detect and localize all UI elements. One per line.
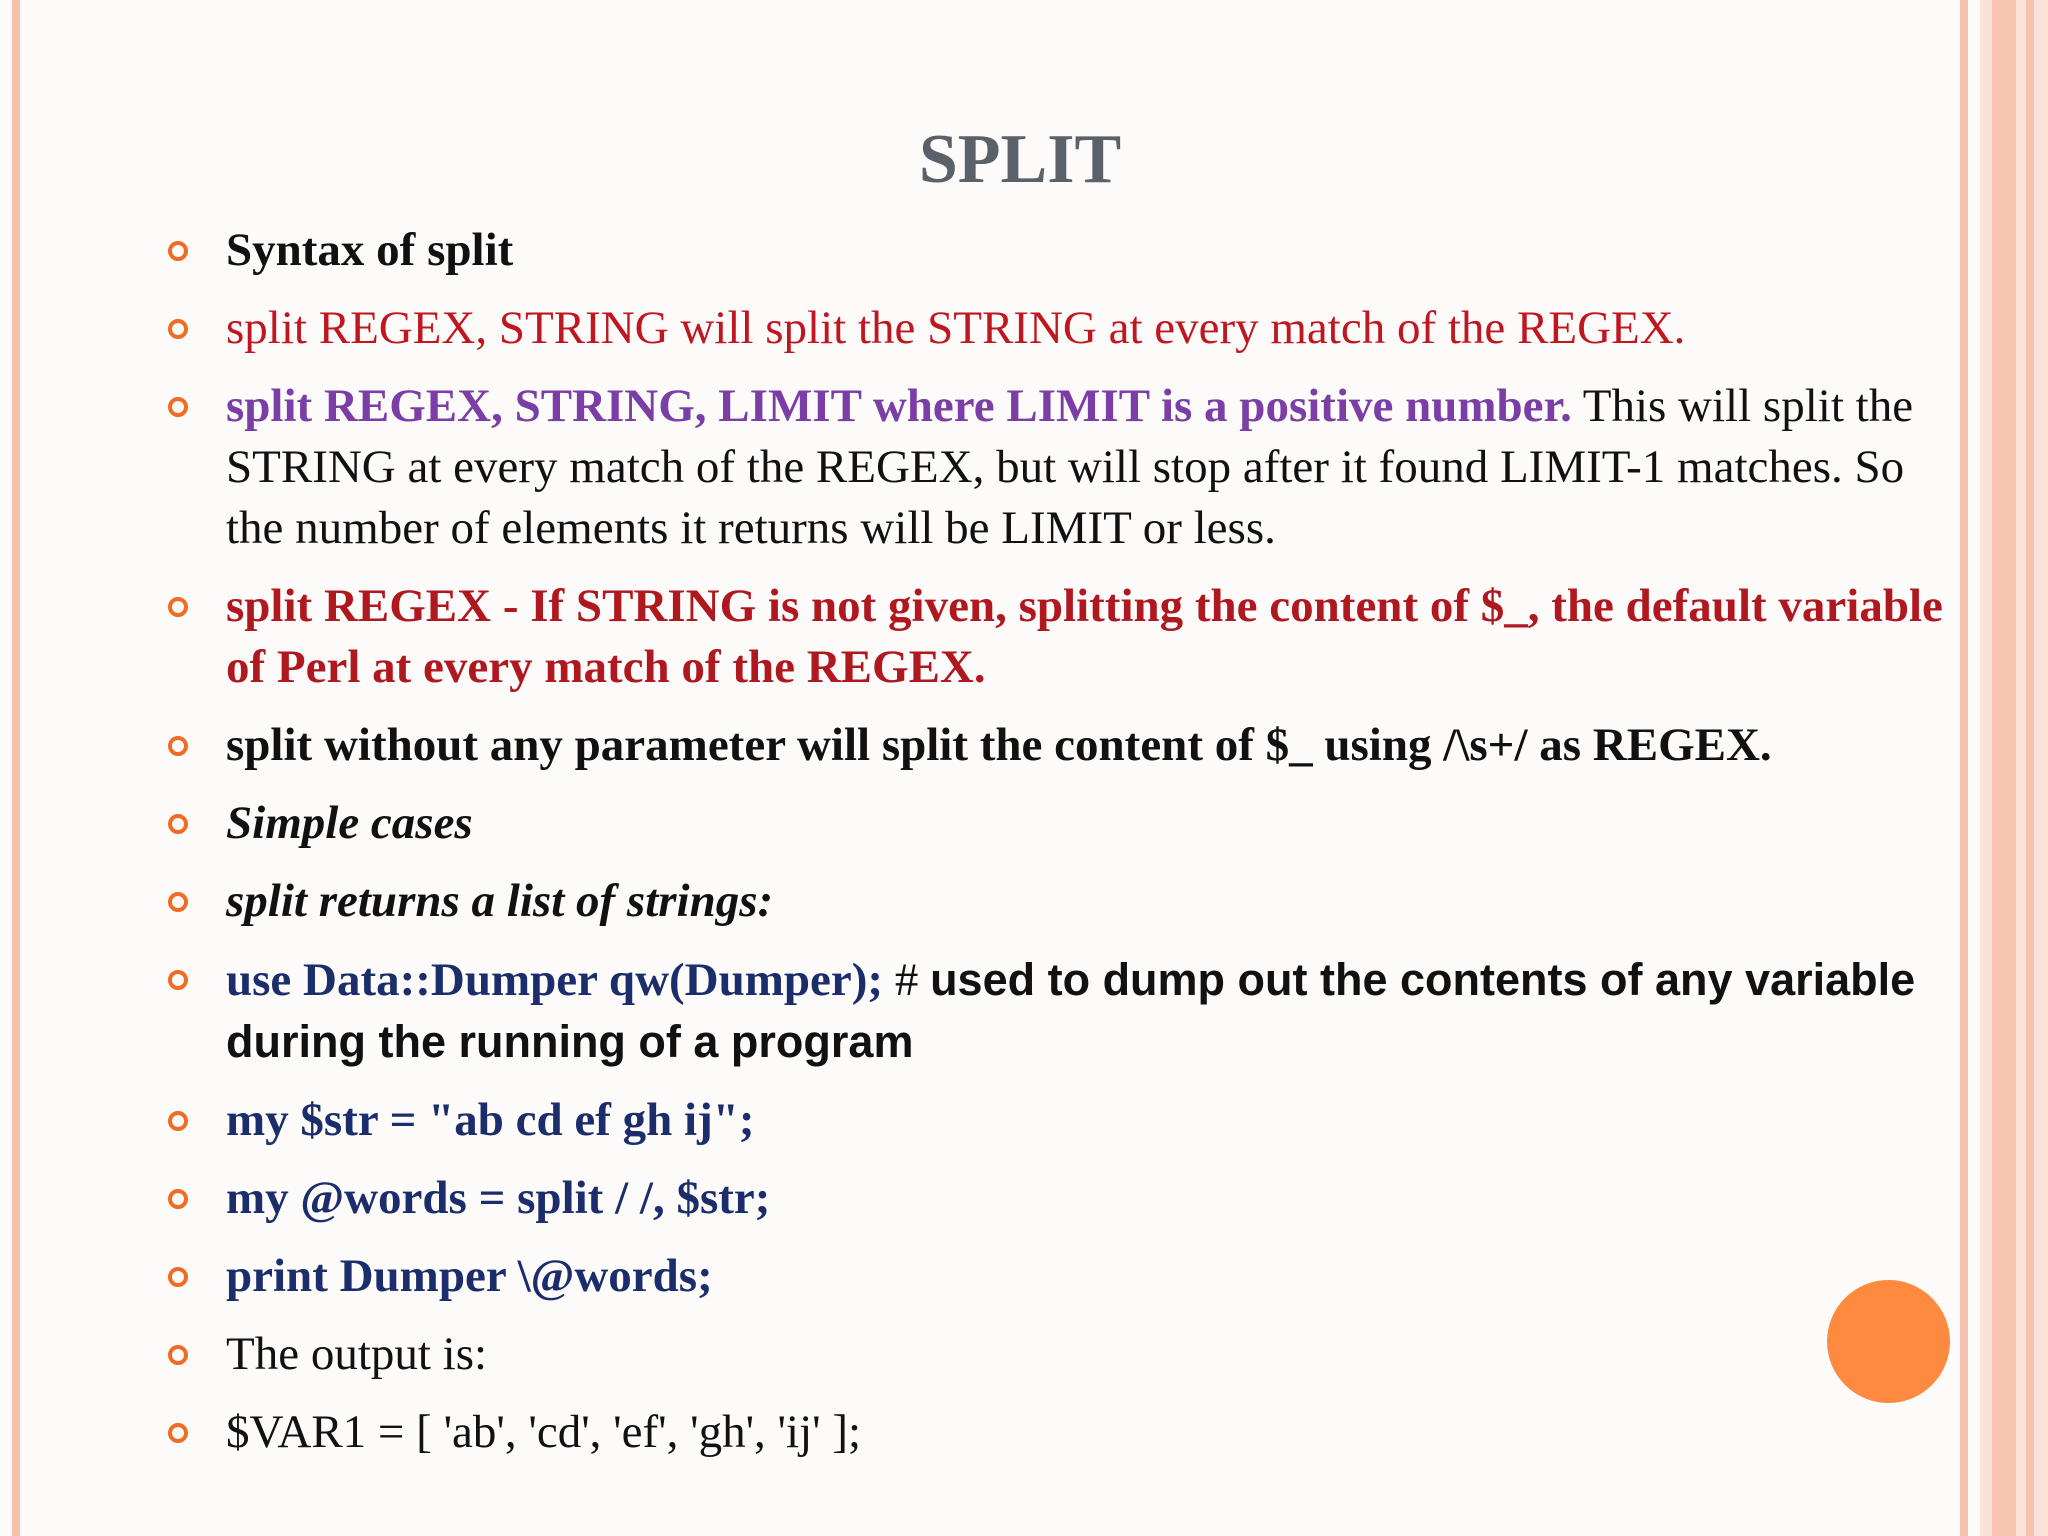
bullet-text: This will split the STRING at every match of the REGEX, but will stop after it found LIMIT-1 matches. So the number of elements it returns will be LIMIT or less.	[226, 380, 1914, 554]
bullet-icon	[168, 736, 188, 756]
bullet-text: split without any parameter will split the content of $_ using /\s+/ as REGEX.	[226, 719, 1772, 771]
orange-circle-decoration	[1827, 1280, 1950, 1403]
code-text: use Data::Dumper qw(Dumper);	[226, 954, 884, 1006]
comment-text: used to dump out the contents of any variable during the running of a program	[226, 954, 1916, 1067]
bullet-icon	[168, 241, 188, 261]
bullet-icon	[168, 1111, 188, 1131]
bullet-item	[168, 298, 1958, 359]
bullet-icon	[168, 814, 188, 834]
bullet-text: split REGEX, STRING will split the STRING at every match of the REGEX.	[226, 302, 1686, 354]
right-border-line-3	[2026, 0, 2034, 1536]
code-text: my @words = split / /, $str;	[226, 1172, 771, 1224]
bullet-item	[168, 1402, 1958, 1463]
bullet-icon	[168, 1267, 188, 1287]
bullet-item	[168, 715, 1958, 776]
bullet-item	[168, 576, 1958, 698]
bullet-item	[168, 871, 1958, 932]
bullet-icon	[168, 970, 188, 990]
bullet-icon	[168, 397, 188, 417]
bullet-text: Syntax of split	[226, 224, 514, 276]
bullet-text: split returns a list of strings:	[226, 875, 774, 927]
bullet-text: split REGEX - If STRING is not given, splitting the content of $_, the default variable of Perl at every match of the REGEX.	[226, 580, 1943, 693]
bullet-icon	[168, 892, 188, 912]
bullet-item	[168, 949, 1958, 1073]
comment-hash: #	[883, 954, 931, 1006]
bullet-text: The output is:	[226, 1328, 488, 1380]
output-text: $VAR1 = [ 'ab', 'cd', 'ef', 'gh', 'ij' ];	[226, 1406, 862, 1458]
bullet-list	[168, 220, 1958, 1480]
bullet-icon	[168, 597, 188, 617]
bullet-text: Simple cases	[226, 797, 473, 849]
bullet-icon	[168, 1423, 188, 1443]
right-border-line-1	[1960, 0, 1968, 1536]
bullet-text-highlight: split REGEX, STRING, LIMIT where LIMIT is a positive number.	[226, 380, 1572, 432]
bullet-item	[168, 1168, 1958, 1229]
bullet-item	[168, 220, 1958, 281]
bullet-icon	[168, 1189, 188, 1209]
code-text: print Dumper \@words;	[226, 1250, 713, 1302]
bullet-item	[168, 793, 1958, 854]
bullet-icon	[168, 319, 188, 339]
bullet-item	[168, 376, 1958, 559]
code-text: my $str = "ab cd ef gh ij";	[226, 1094, 755, 1146]
slide-title: SPLIT	[918, 121, 1122, 198]
left-border-line	[12, 0, 20, 1536]
bullet-item	[168, 1090, 1958, 1151]
bullet-item	[168, 1324, 1958, 1385]
right-border-line-2	[1992, 0, 2016, 1536]
bullet-icon	[168, 1345, 188, 1365]
bullet-item	[168, 1246, 1958, 1307]
